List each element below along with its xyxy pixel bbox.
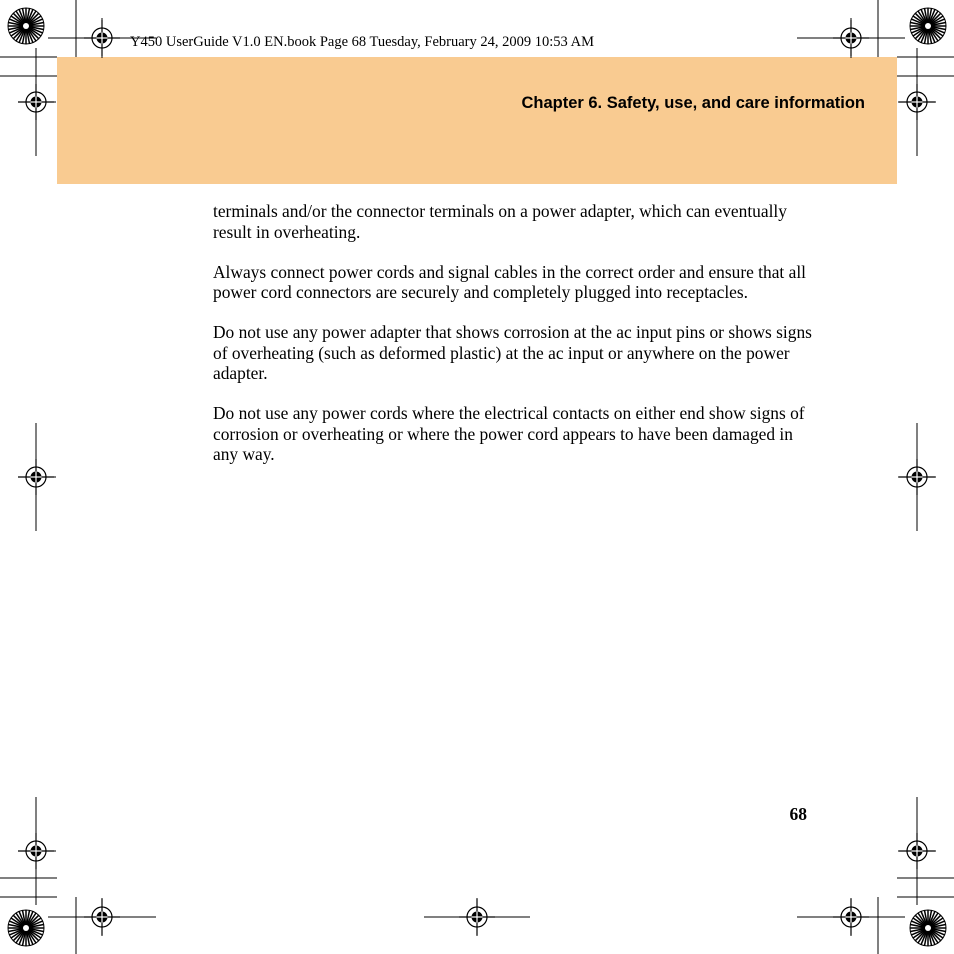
paragraph: Do not use any power cords where the electrical contacts on either end show signs of corrosion or overheating or where the power cord appears to have been damaged in any way. [213,403,805,464]
print-slug: Y450 UserGuide V1.0 EN.book Page 68 Tuesday, February 24, 2009 10:53 AM [130,34,594,50]
page-number: 68 [789,804,807,824]
paragraph: terminals and/or the connector terminals on a power adapter, which can eventually result in overheating. [213,201,787,242]
paragraph: Do not use any power adapter that shows corrosion at the ac input pins or shows signs of overheating (such as deformed plastic) at the ac input or anywhere on the power adapter. [213,322,812,383]
chapter-title: Chapter 6. Safety, use, and care information [521,94,865,112]
paragraph: Always connect power cords and signal cables in the correct order and ensure that all power cord connectors are securely and completely plugged into receptacles. [213,261,806,302]
